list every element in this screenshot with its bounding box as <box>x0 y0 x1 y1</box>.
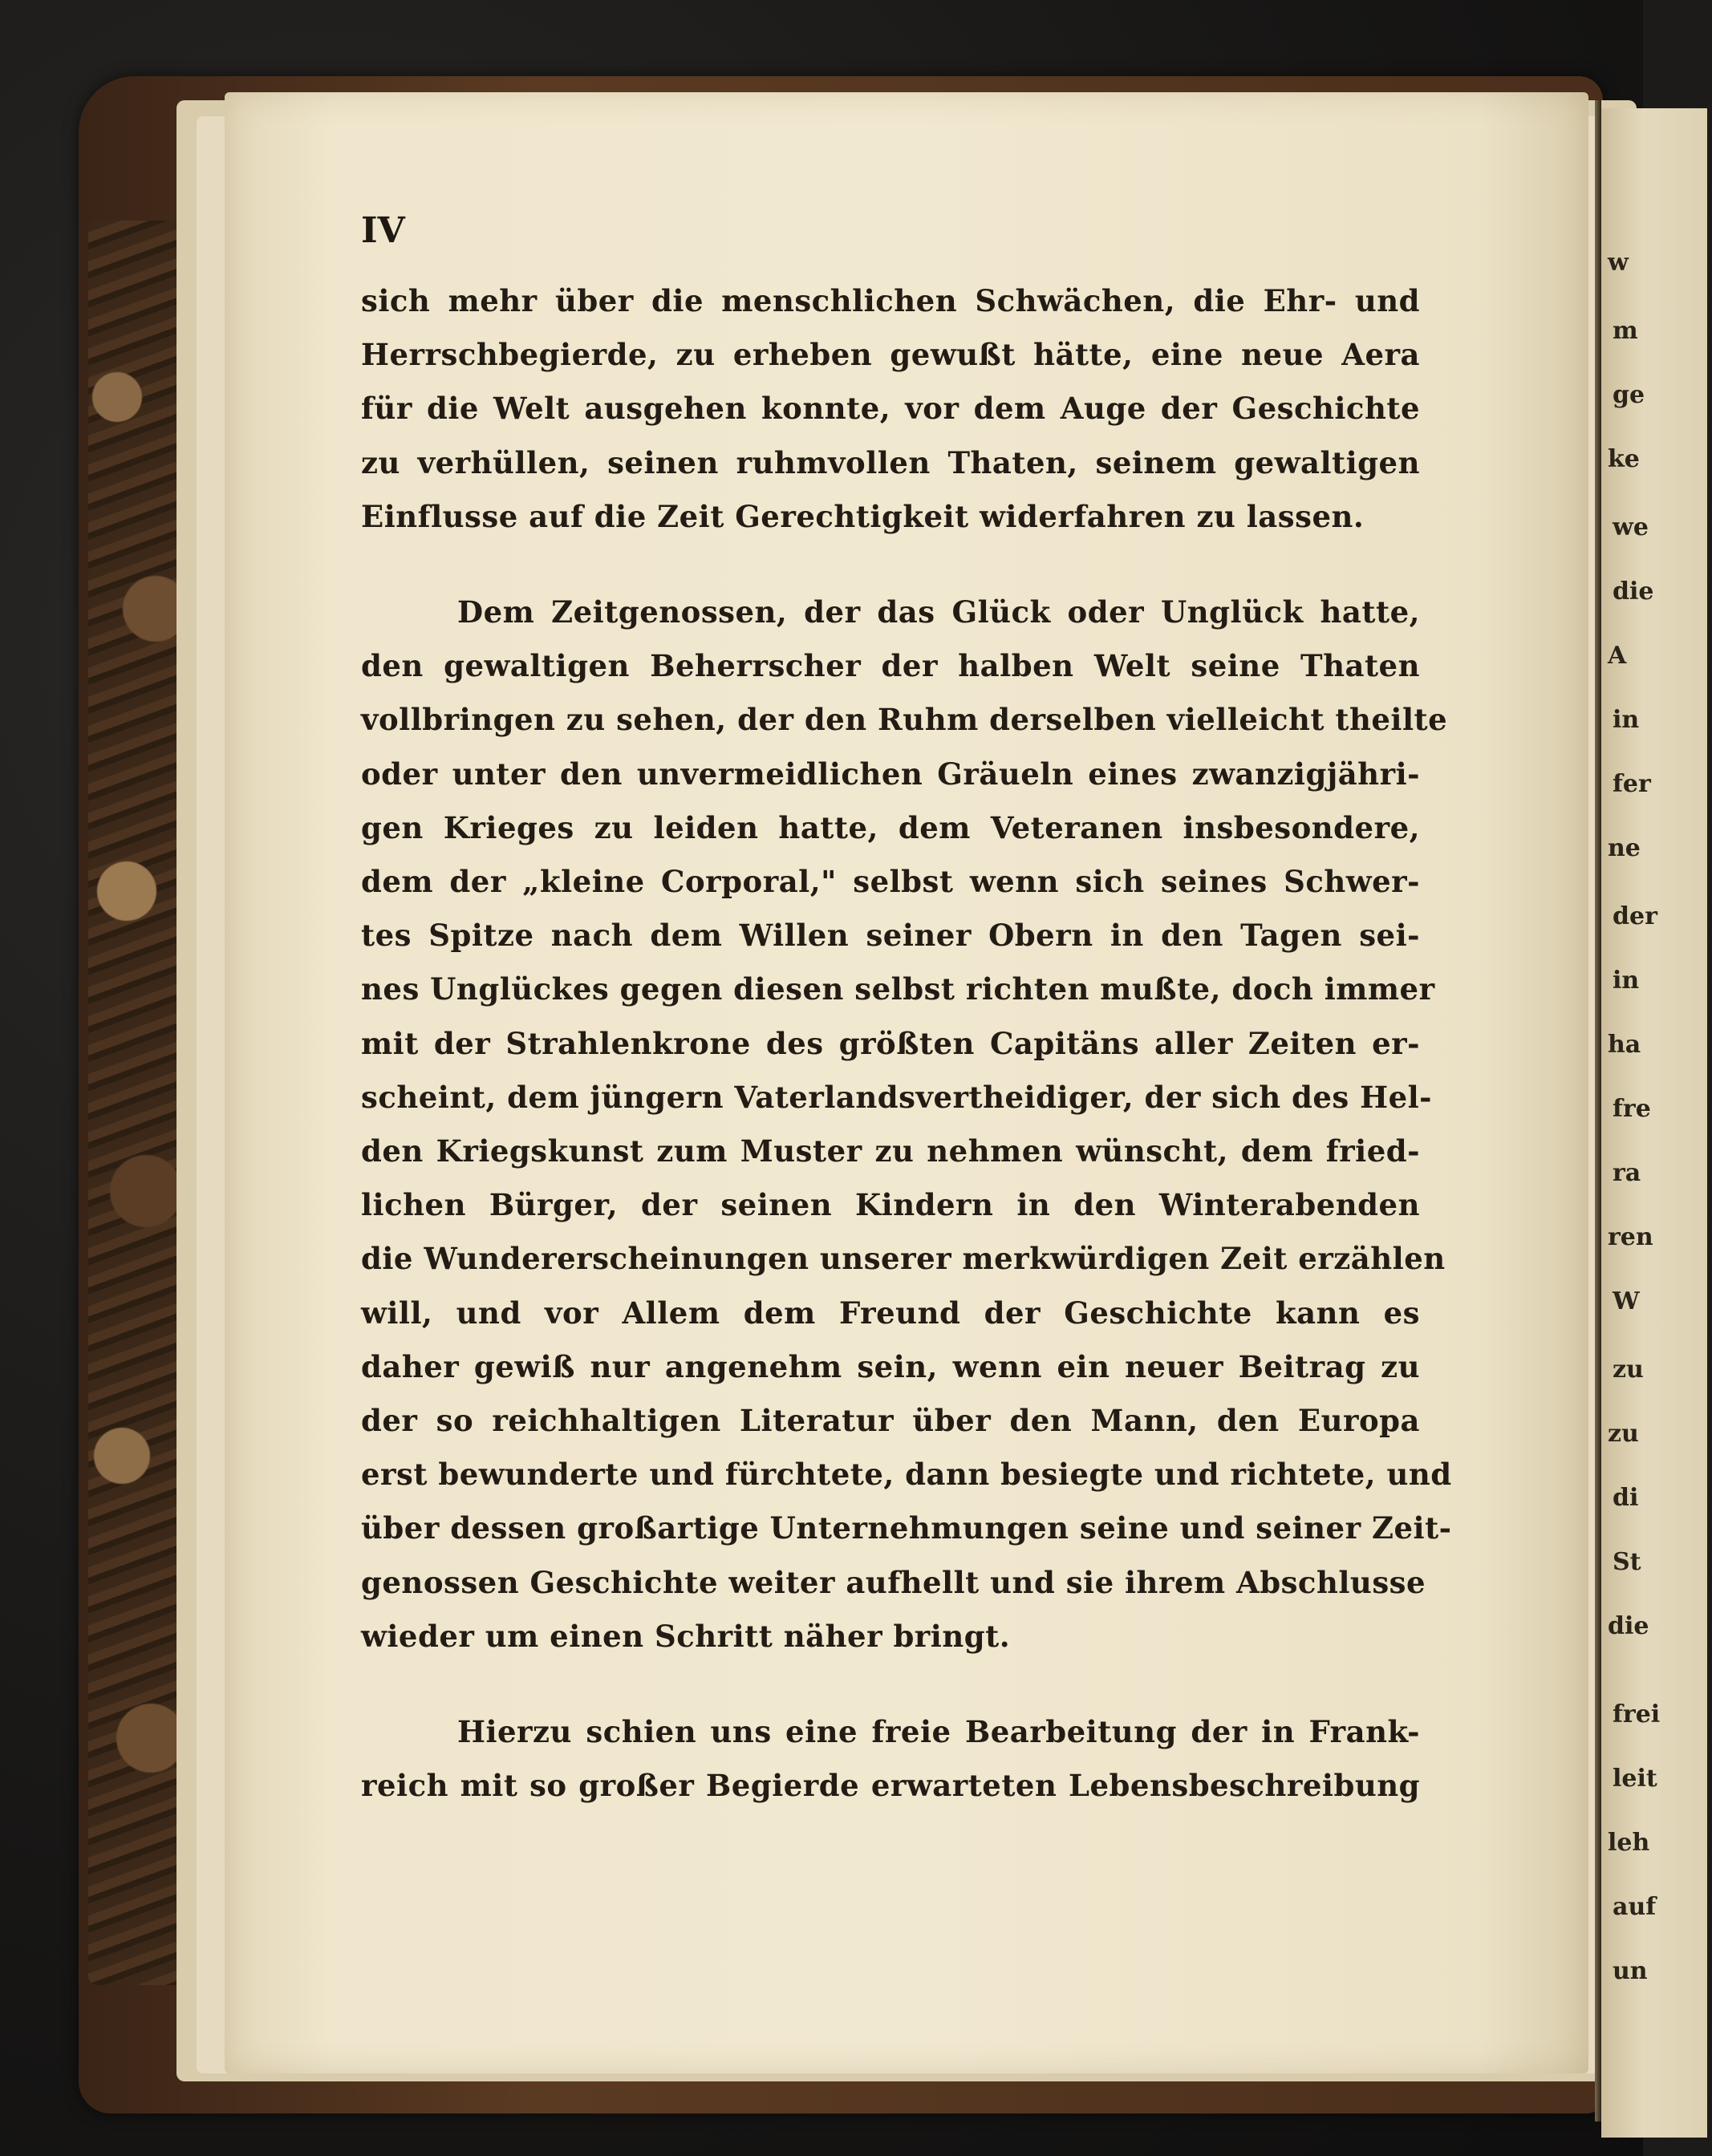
facing-page-fragment: w <box>1608 249 1629 277</box>
text-line: zu verhüllen, seinen ruhmvollen Thaten, seinem gewaltigen <box>361 444 1420 480</box>
facing-page-fragment: A <box>1608 642 1627 670</box>
facing-page-fragment: un <box>1613 1957 1648 1985</box>
facing-page-fragment: ge <box>1613 381 1645 409</box>
text-line: nes Unglückes gegen diesen selbst richten mußte, doch immer <box>361 971 1435 1007</box>
facing-page-fragment: ke <box>1608 445 1640 473</box>
text-line: für die Welt ausgehen konnte, vor dem Auge der Geschichte <box>361 391 1420 427</box>
page-number: IV <box>361 210 405 251</box>
facing-page-fragment: leit <box>1613 1765 1657 1793</box>
facing-page-fragment: fre <box>1613 1095 1651 1123</box>
facing-page <box>1601 108 1707 2138</box>
facing-page-fragment: W <box>1613 1287 1640 1315</box>
facing-page-fragment: St <box>1613 1548 1641 1576</box>
text-line: Dem Zeitgenossen, der das Glück oder Unglück hatte, <box>457 594 1420 630</box>
facing-page-fragment: we <box>1613 513 1649 541</box>
text-line: will, und vor Allem dem Freund der Geschichte kann es <box>361 1295 1420 1331</box>
facing-page-fragment: ne <box>1608 834 1641 862</box>
facing-page-fragment: in <box>1613 706 1640 734</box>
text-line: Hierzu schien uns eine freie Bearbeitung der in Frank- <box>457 1714 1420 1749</box>
text-line: reich mit so großer Begierde erwarteten Lebensbeschreibung <box>361 1768 1420 1804</box>
facing-page-fragment: frei <box>1613 1700 1661 1728</box>
text-line: die Wundererscheinungen unserer merkwürdigen Zeit erzählen <box>361 1241 1446 1277</box>
facing-page-fragment: der <box>1613 902 1657 930</box>
text-line: vollbringen zu sehen, der den Ruhm derselben vielleicht theilte <box>361 702 1448 738</box>
facing-page-fragment: ha <box>1608 1031 1641 1059</box>
text-line: den Kriegskunst zum Muster zu nehmen wünscht, dem fried- <box>361 1133 1420 1169</box>
facing-page-fragment: die <box>1613 578 1654 606</box>
facing-page-fragment: die <box>1608 1612 1649 1640</box>
facing-page-fragment: ren <box>1608 1223 1653 1251</box>
text-line: Herrschbegierde, zu erheben gewußt hätte, eine neue Aera <box>361 337 1420 373</box>
text-line: sich mehr über die menschlichen Schwächen, die Ehr- und <box>361 283 1420 318</box>
text-line: lichen Bürger, der seinen Kindern in den Winterabenden <box>361 1187 1420 1223</box>
facing-page-fragment: in <box>1613 967 1640 995</box>
text-line: wieder um einen Schritt näher bringt. <box>361 1618 1011 1654</box>
facing-page-fragment: m <box>1613 317 1638 345</box>
facing-page-fragment: di <box>1613 1484 1639 1512</box>
text-line: oder unter den unvermeidlichen Gräueln eines zwanzigjähri- <box>361 756 1420 792</box>
facing-page-fragment: leh <box>1608 1829 1650 1857</box>
marbled-binding <box>88 221 185 1985</box>
text-line: daher gewiß nur angenehm sein, wenn ein neuer Beitrag zu <box>361 1348 1420 1384</box>
text-line: über dessen großartige Unternehmungen seine und seiner Zeit- <box>361 1510 1452 1546</box>
text-line: dem der „kleine Corporal," selbst wenn sich seines Schwer- <box>361 864 1420 899</box>
text-line: mit der Strahlenkrone des größten Capitäns aller Zeiten er- <box>361 1025 1420 1061</box>
facing-page-fragment: fer <box>1613 770 1651 798</box>
facing-page-fragment: zu <box>1608 1420 1639 1448</box>
text-line: tes Spitze nach dem Willen seiner Obern in den Tagen sei- <box>361 918 1420 954</box>
text-line: gen Krieges zu leiden hatte, dem Veteranen insbesondere, <box>361 809 1420 845</box>
text-line: den gewaltigen Beherrscher der halben Welt seine Thaten <box>361 648 1420 684</box>
facing-page-fragment: auf <box>1613 1893 1657 1921</box>
facing-page-fragment: ra <box>1613 1159 1641 1187</box>
text-line: erst bewunderte und fürchtete, dann besiegte und richtete, und <box>361 1457 1452 1493</box>
facing-page-fragment: zu <box>1613 1356 1644 1384</box>
book-gutter <box>1595 100 1601 2122</box>
text-line: genossen Geschichte weiter aufhellt und sie ihrem Abschlusse <box>361 1564 1426 1600</box>
text-line: scheint, dem jüngern Vaterlandsvertheidiger, der sich des Hel- <box>361 1079 1433 1115</box>
text-line: Einflusse auf die Zeit Gerechtigkeit widerfahren zu lassen. <box>361 498 1365 534</box>
text-line: der so reichhaltigen Literatur über den Mann, den Europa <box>361 1403 1420 1438</box>
